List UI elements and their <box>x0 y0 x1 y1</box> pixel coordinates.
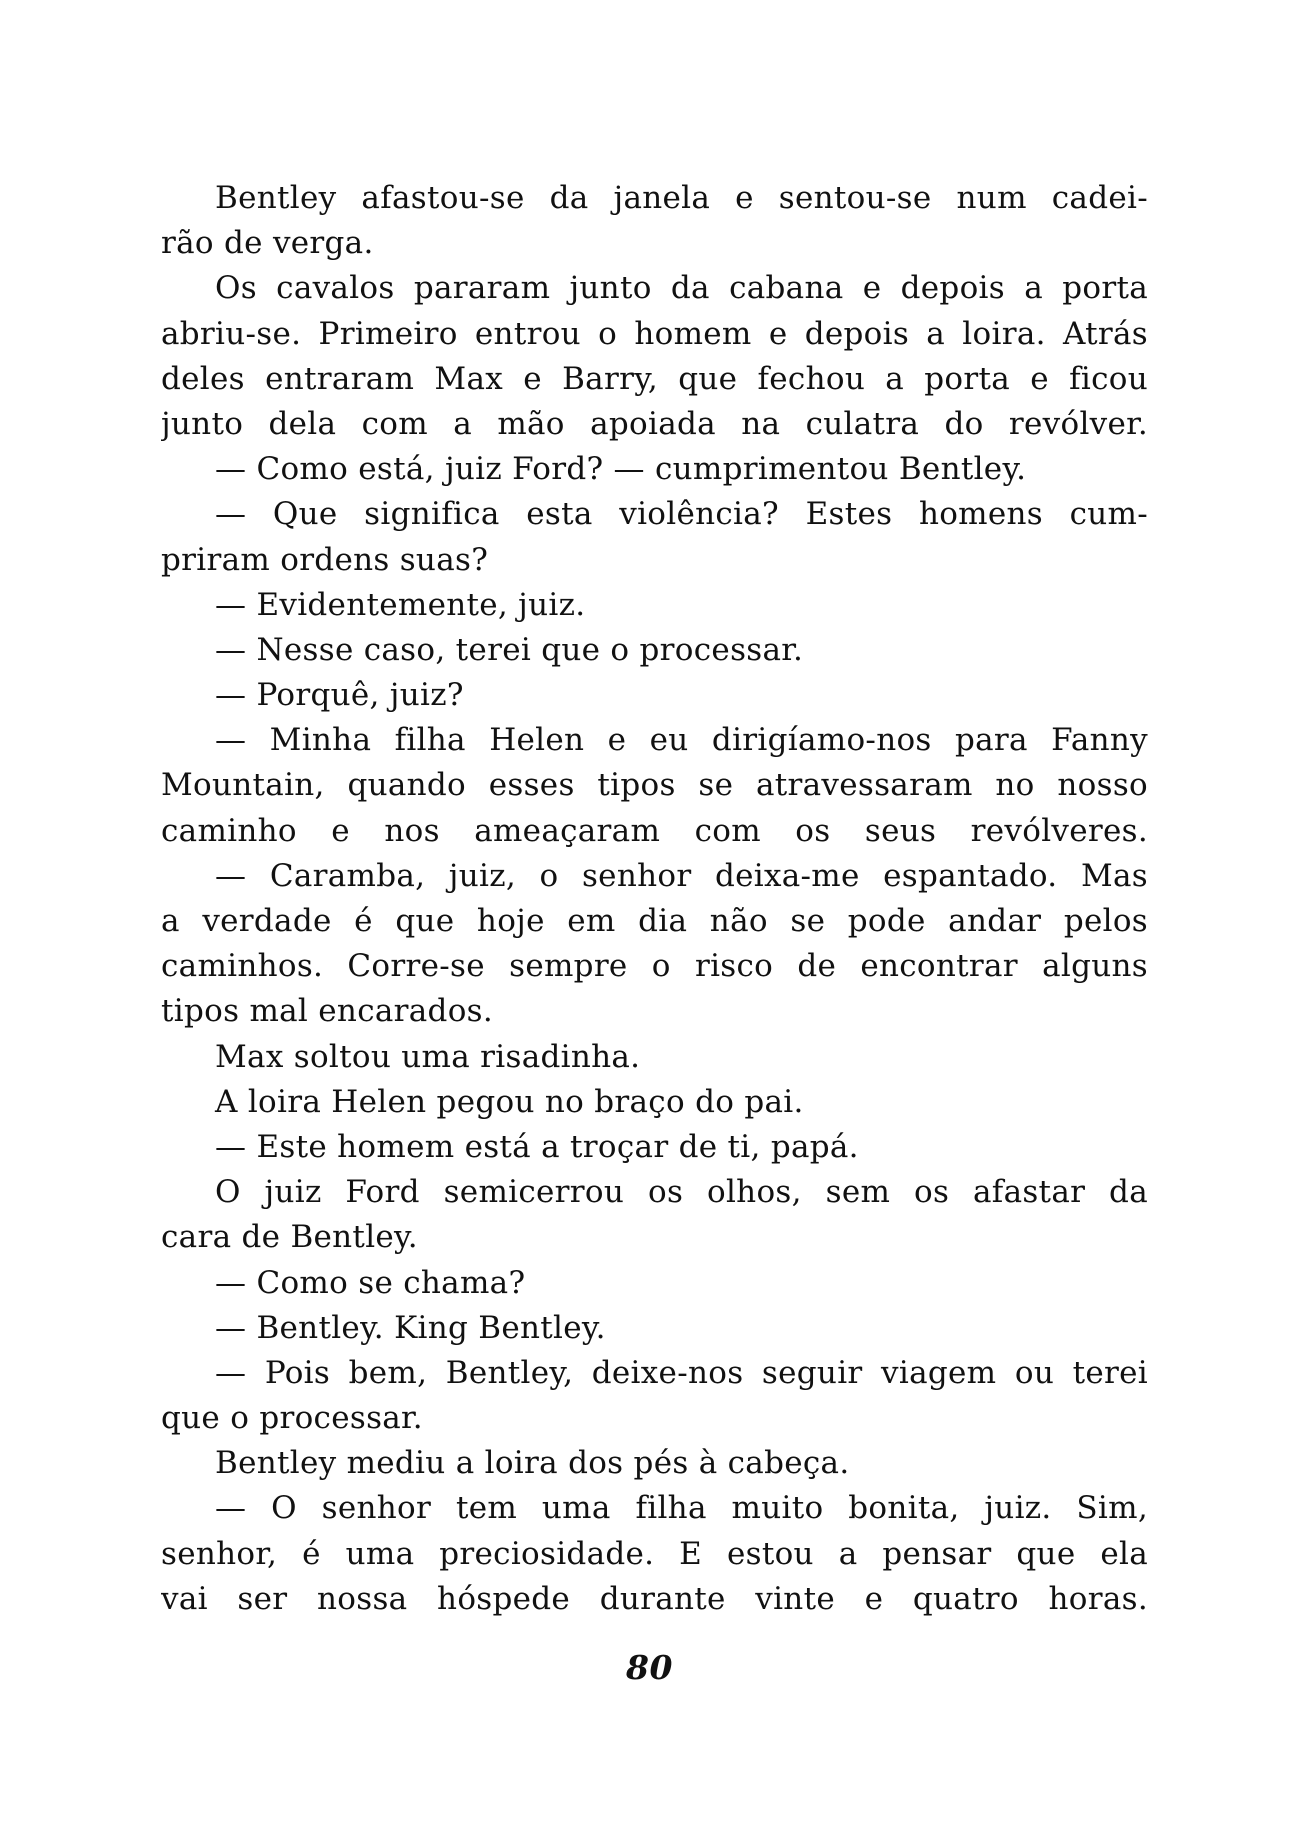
text-line: — Caramba, juiz, o senhor deixa-me espantado. Mas <box>215 857 1148 894</box>
text-line: — Como se chama? <box>215 1264 526 1301</box>
text-line: a verdade é que hoje em dia não se pode andar pelos <box>161 903 1148 939</box>
text-line: — Como está, juiz Ford? — cumprimentou Bentley. <box>215 451 1027 488</box>
text-line: cara de Bentley. <box>161 1219 418 1256</box>
body-text <box>161 176 1148 1622</box>
page-number: 80 <box>626 1648 673 1687</box>
text-line: A loira Helen pegou no braço do pai. <box>215 1083 804 1120</box>
text-line: Os cavalos pararam junto da cabana e depois a porta <box>215 270 1148 307</box>
text-line: caminhos. Corre-se sempre o risco de encontrar alguns <box>161 948 1148 985</box>
text-line: — Este homem está a troçar de ti, papá. <box>215 1128 859 1165</box>
text-line: O juiz Ford semicerrou os olhos, sem os afastar da <box>215 1174 1148 1211</box>
text-line: — Porquê, juiz? <box>215 677 464 714</box>
text-line: rão de verga. <box>161 225 374 262</box>
text-line: priram ordens suas? <box>161 541 489 578</box>
text-line: — Minha filha Helen e eu dirigíamo-nos para Fanny <box>215 722 1148 759</box>
text-line: Bentley mediu a loira dos pés à cabeça. <box>215 1445 850 1482</box>
text-line: — Evidentemente, juiz. <box>215 586 586 623</box>
text-line: deles entraram Max e Barry, que fechou a porta e ficou <box>161 360 1148 397</box>
text-line: — Que significa esta violência? Estes homens cum- <box>215 496 1148 533</box>
text-line: tipos mal encarados. <box>161 993 494 1030</box>
text-line: que o processar. <box>161 1400 423 1437</box>
text-line: caminho e nos ameaçaram com os seus revólveres. <box>161 812 1148 849</box>
text-line: — Pois bem, Bentley, deixe-nos seguir viagem ou terei <box>215 1354 1148 1391</box>
text-line: vai ser nossa hóspede durante vinte e quatro horas. <box>161 1580 1148 1617</box>
text-line: — Bentley. King Bentley. <box>215 1309 606 1346</box>
text-line: junto dela com a mão apoiada na culatra do revólver. <box>161 405 1148 442</box>
text-line: — Nesse caso, terei que o processar. <box>215 631 804 668</box>
text-line: abriu-se. Primeiro entrou o homem e depois a loira. Atrás <box>161 315 1148 352</box>
text-line: — O senhor tem uma filha muito bonita, juiz. Sim, <box>215 1490 1148 1527</box>
text-line: Mountain, quando esses tipos se atravessaram no nosso <box>161 767 1148 804</box>
text-line: Bentley afastou-se da janela e sentou-se num cadei- <box>215 180 1148 216</box>
text-line: senhor, é uma preciosidade. E estou a pensar que ela <box>161 1535 1148 1572</box>
text-line: Max soltou uma risadinha. <box>215 1038 641 1075</box>
